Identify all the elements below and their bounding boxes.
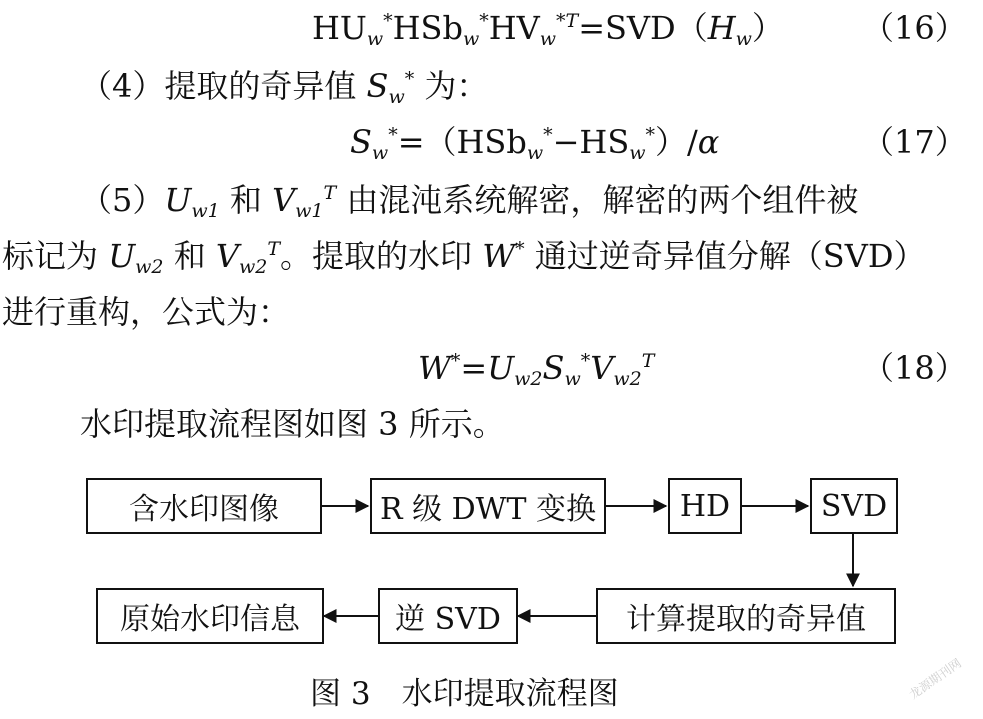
p5-text-b: 和 — [219, 181, 273, 219]
paragraph-4-suffix: 为： — [414, 67, 489, 105]
paragraph-5-line-3: 进行重构，公式为： — [2, 293, 291, 331]
source-watermark: 龙源期刊网 — [906, 655, 964, 702]
equation-17-number: （17） — [862, 123, 967, 161]
p5-text-c: 由混沌系统解密，解密的两个组件被 — [336, 181, 859, 219]
p5-text-e: 和 — [163, 237, 216, 275]
p5-text-d: 标记为 — [2, 237, 109, 275]
equation-16: $HU_w^*HSb_w^*HV_w^{*T}=SVD(H_w)$ — [312, 9, 784, 50]
p5-text-g: 通过逆奇异值分解（SVD） — [524, 237, 926, 275]
equation-16-number: （16） — [862, 9, 967, 47]
p5-text-f: 。提取的水印 — [280, 237, 483, 275]
equation-17: $S_w^*=(HSb_w^*-HS_w^*)/\alpha$ — [350, 123, 720, 164]
box-dwt-transform: R 级 DWT 变换 — [370, 478, 606, 534]
box-hd: HD — [668, 478, 742, 534]
box-compute-singular-values: 计算提取的奇异值 — [596, 588, 896, 644]
p5-text-a: （5） — [80, 181, 165, 219]
box-watermarked-image: 含水印图像 — [86, 478, 322, 534]
paragraph-5-line-2: 标记为 $U_{w2}$ 和 $V_{w2}^T$。提取的水印 W* 通过逆奇异值分解（SVD） — [2, 237, 926, 278]
box-inverse-svd: 逆 SVD — [378, 588, 518, 644]
paragraph-6: 水印提取流程图如图 3 所示。 — [80, 405, 505, 443]
paragraph-4: （4）提取的奇异值 $S_w^*$ 为： — [80, 67, 489, 108]
figure-caption: 图 3 水印提取流程图 — [310, 676, 619, 712]
box-original-watermark: 原始水印信息 — [96, 588, 324, 644]
equation-18: $W^*=U_{w2}S_w^*V_{w2}^T$ — [418, 349, 655, 390]
paragraph-5-line-1: $(5)U_{w1}$ 和 $V_{w1}^T$ 由混沌系统解密，解密的两个组件被 — [80, 181, 859, 222]
equation-18-number: （18） — [862, 349, 967, 387]
paragraph-4-prefix: （4）提取的奇异值 — [80, 67, 367, 105]
box-svd: SVD — [810, 478, 898, 534]
